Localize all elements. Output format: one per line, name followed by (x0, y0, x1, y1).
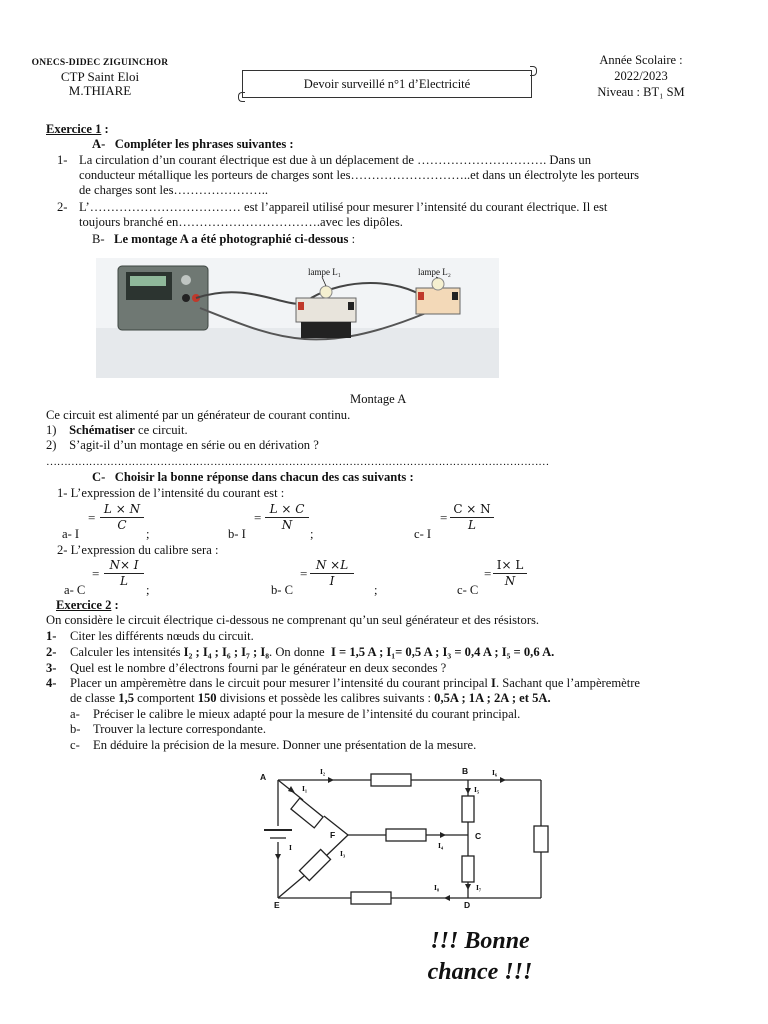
montage-illustration (96, 258, 499, 378)
intensity-choice-a-fraction: $\frac{L \times N}{C}$ (100, 502, 144, 533)
ex2-intro: On considère le circuit électrique ci-dessous ne comprenant qu’un seul générateur et des résistors. (46, 613, 540, 627)
school-org: ONECS-DIDEC ZIGUINCHOR (31, 58, 169, 68)
intensity-choice-c-eq: = (440, 510, 448, 525)
ex1-c1: 1- L’expression de l’intensité du courant est : (57, 486, 285, 500)
lamp-label-1: lampe L₁ (308, 267, 341, 277)
calibre-choice-c-fraction: $\frac{I\times L}{N}$ (493, 558, 527, 589)
ex1-q2-line1: L’……………………………… est l’appareil utilisé pour mesurer l’intensité du courant électrique. Il est (79, 200, 608, 214)
good-luck: !!! Bonne chance !!! (427, 928, 533, 985)
current-label-i2: I₂ (320, 767, 326, 776)
ex2-q3-num: 3- (46, 661, 57, 675)
node-label-a: A (260, 772, 267, 782)
calibre-choice-c-label: c- C (457, 583, 479, 597)
ex1-c2: 2- L’expression du calibre sera : (57, 543, 219, 557)
year-label: Année Scolaire : (599, 53, 683, 67)
intensity-choice-b-fraction: $\frac{L \times C}{N}$ (265, 502, 309, 533)
ex2-q1-num: 1- (46, 629, 57, 643)
ex2-sc: En déduire la précision de la mesure. Donner une présentation de la mesure. (93, 738, 477, 752)
ex1-a-title: A- Compléter les phrases suivantes : (92, 137, 294, 151)
ex2-q4-line2: de classe 1,5 comportent 150 divisions et possède les calibres suivants : 0,5A ; 1A ; 2A ; et 5A. (70, 691, 551, 705)
current-label-i8: I₈ (434, 883, 440, 892)
generator (118, 266, 208, 330)
title-banner (242, 70, 532, 98)
school-name: CTP Saint Eloi (60, 69, 140, 84)
calibre-choice-a-eq: = (92, 566, 100, 581)
current-label-i3: I₃ (340, 849, 346, 858)
ex2-sc-num: c- (70, 738, 80, 752)
calibre-choice-a-label: a- C (64, 583, 86, 597)
intensity-choice-a-eq: = (88, 510, 96, 525)
ex1-q1-line3: de charges sont les………………….. (79, 183, 268, 197)
ex2-sa: Préciser le calibre le mieux adapté pour la mesure de l’intensité du courant principal. (93, 707, 521, 721)
lamp-label-2: lampe L₂ (418, 267, 451, 277)
calibre-choice-a-sep: ; (146, 583, 150, 597)
intensity-choice-b-label: b- I (228, 527, 246, 541)
calibre-choice-a-fraction: $\frac{N\times I}{L}$ (104, 558, 144, 589)
intensity-choice-c-label: c- I (414, 527, 432, 541)
year-value: 2022/2023 (614, 69, 668, 83)
current-label-i1: I₁ (302, 784, 308, 793)
calibre-choice-b-eq: = (300, 566, 308, 581)
ex2-q2-num: 2- (46, 645, 57, 659)
circuit-diagram (256, 764, 556, 912)
calibre-choice-c-eq: = (484, 566, 492, 581)
intensity-choice-a-label: a- I (62, 527, 80, 541)
photo-caption: Montage A (350, 392, 407, 406)
node-label-e: E (274, 900, 280, 910)
ex1-q1-num: 1- (57, 153, 68, 167)
teacher-name: M.THIARE (68, 83, 132, 98)
current-label-i: I (289, 843, 292, 852)
ex2-sa-num: a- (70, 707, 80, 721)
ex1-b-title: B- Le montage A a été photographié ci-dessous : (92, 232, 356, 246)
calibre-choice-b-label: b- C (271, 583, 294, 597)
node-label-d: D (464, 900, 471, 910)
ex2-sb-num: b- (70, 722, 81, 736)
ex1-q2-num: 2- (57, 200, 68, 214)
ex1-q1-line1: La circulation d’un courant électrique est due à un déplacement de …………………………. Dans un (79, 153, 591, 167)
answer-dots: …………………………………………………………………………………………………………………………… (46, 456, 549, 468)
ex1-s1: 1) Schématiser ce circuit. (46, 423, 188, 437)
ex2-q4-line1: Placer un ampèremètre dans le circuit pour mesurer l’intensité du courant principal I. Sachant que l’ampèremètre (70, 676, 641, 690)
ex2-sb: Trouver la lecture correspondante. (93, 722, 266, 736)
ex2-heading: Exercice 2 : (56, 598, 119, 612)
current-label-i5: I₅ (474, 785, 480, 794)
current-label-i7: I₇ (476, 883, 482, 892)
montage-photo (96, 258, 499, 378)
intensity-choice-b-sep: ; (310, 527, 314, 541)
node-label-b: B (462, 766, 469, 776)
document-title: Devoir surveillé n°1 d’Electricité (303, 77, 471, 91)
calibre-choice-b-sep: ; (374, 583, 378, 597)
node-label-c: C (475, 831, 482, 841)
intensity-choice-c-fraction: $\frac{C \times N}{L}$ (450, 502, 494, 533)
current-label-i6: I₆ (492, 768, 498, 777)
ex2-q4-num: 4- (46, 676, 57, 690)
ex2-q3: Quel est le nombre d’électrons fourni par le générateur en deux secondes ? (70, 661, 447, 675)
ex2-q2: Calculer les intensités I₂ ; I₄ ; I₆ ; I₇ ; I₈. On donne I = 1,5 A ; I₁= 0,5 A ; I₃ = 0,4 A ; I₅ = 0,6 A. (70, 645, 555, 659)
calibre-choice-b-fraction: $\frac{N \times L}{I}$ (310, 558, 354, 589)
ex1-q1-line2: conducteur métallique les porteurs de charges sont les………………………..et dans un électrolyte les porteurs (79, 168, 640, 182)
ex1-q2-line2: toujours branché en…………………………….avec les dipôles. (79, 215, 403, 229)
current-label-i4: I₄ (438, 841, 444, 850)
ex2-q1: Citer les différents nœuds du circuit. (70, 629, 254, 643)
level: Niveau : BT₁ SM (597, 85, 685, 99)
node-label-f: F (330, 830, 336, 840)
ex1-s2: 2) S’agit-il d’un montage en série ou en dérivation ? (46, 438, 319, 452)
intensity-choice-b-eq: = (254, 510, 262, 525)
ex1-heading: Exercice 1 : (46, 122, 109, 136)
intensity-choice-a-sep: ; (146, 527, 150, 541)
circuit-intro: Ce circuit est alimenté par un générateur de courant continu. (46, 408, 351, 422)
year-block (575, 52, 707, 100)
ex1-c-title: C- Choisir la bonne réponse dans chacun des cas suivants : (92, 470, 414, 484)
school-block (30, 56, 170, 98)
